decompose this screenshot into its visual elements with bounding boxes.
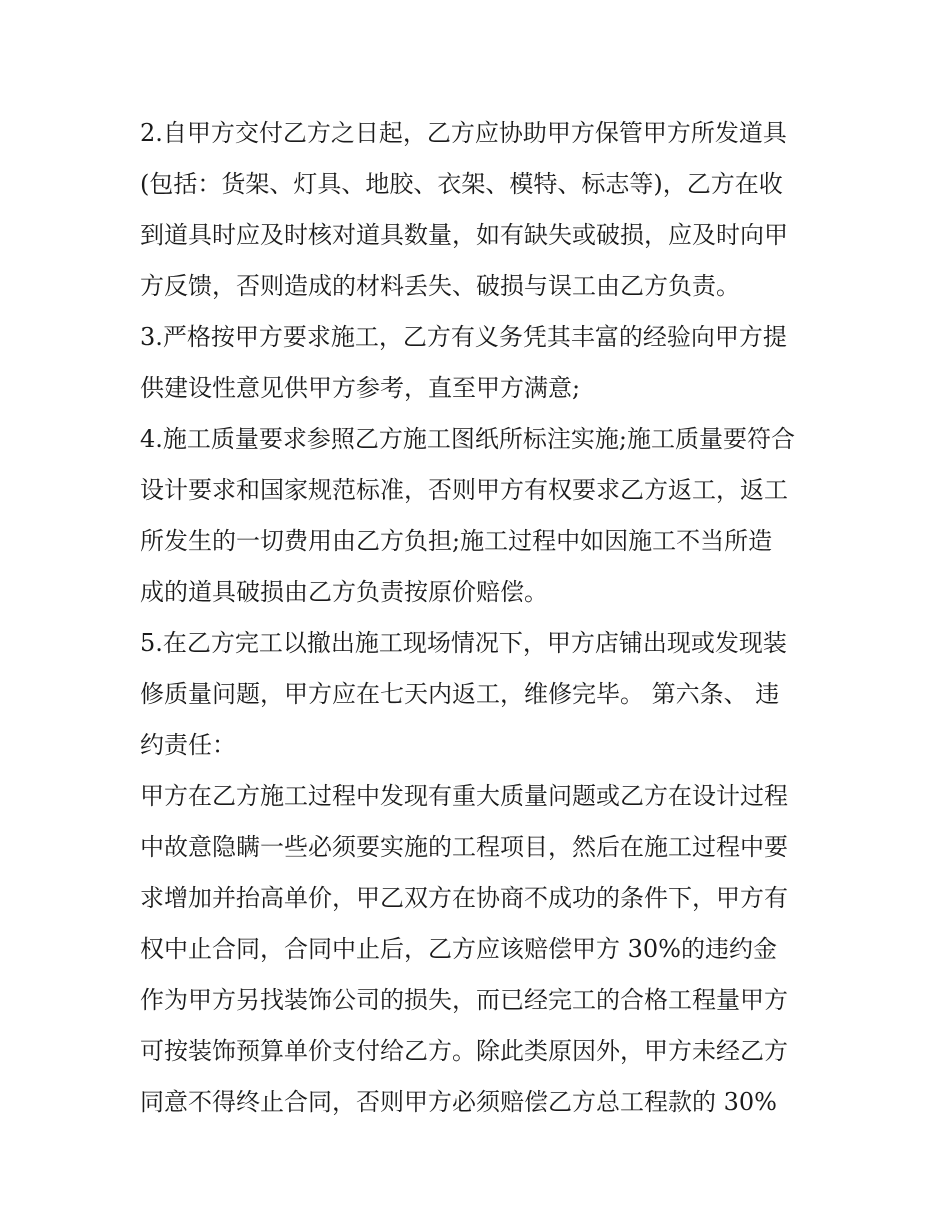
text-line: 方反馈，否则造成的材料丢失、破损与误工由乙方负责。 <box>140 272 740 300</box>
text-line: 3.严格按甲方要求施工，乙方有义务凭其丰富的经验向甲方提 <box>140 323 787 351</box>
text-line: 作为甲方另找装饰公司的损失，而已经完工的合格工程量甲方 <box>140 986 788 1014</box>
text-line: 中故意隐瞒一些必须要实施的工程项目，然后在施工过程中要 <box>140 833 788 861</box>
text-line: 4.施工质量要求参照乙方施工图纸所标注实施;施工质量要符合 <box>140 425 795 453</box>
text-line: 甲方在乙方施工过程中发现有重大质量问题或乙方在设计过程 <box>140 782 788 810</box>
text-line: 可按装饰预算单价支付给乙方。除此类原因外，甲方未经乙方 <box>140 1037 788 1065</box>
text-line: 5.在乙方完工以撤出施工现场情况下，甲方店铺出现或发现装 <box>140 629 787 657</box>
text-line: 设计要求和国家规范标准，否则甲方有权要求乙方返工，返工 <box>140 476 788 504</box>
text-line: 供建设性意见供甲方参考，直至甲方满意; <box>140 374 581 402</box>
contract-text <box>140 108 830 1128</box>
text-line: (包括：货架、灯具、地胶、衣架、模特、标志等)，乙方在收 <box>140 170 783 198</box>
text-line: 修质量问题，甲方应在七天内返工，维修完毕。 第六条、 违 <box>140 680 780 708</box>
text-line: 同意不得终止合同，否则甲方必须赔偿乙方总工程款的 30% <box>140 1088 777 1116</box>
text-line: 权中止合同，合同中止后，乙方应该赔偿甲方 30%的违约金 <box>140 935 777 963</box>
text-line: 所发生的一切费用由乙方负担;施工过程中如因施工不当所造 <box>140 527 773 555</box>
text-line: 到道具时应及时核对道具数量，如有缺失或破损，应及时向甲 <box>140 221 788 249</box>
text-line: 成的道具破损由乙方负责按原价赔偿。 <box>140 578 548 606</box>
text-line: 求增加并抬高单价，甲乙双方在协商不成功的条件下，甲方有 <box>140 884 788 912</box>
text-line: 约责任： <box>140 731 236 759</box>
text-line: 2.自甲方交付乙方之日起，乙方应协助甲方保管甲方所发道具 <box>140 119 787 147</box>
